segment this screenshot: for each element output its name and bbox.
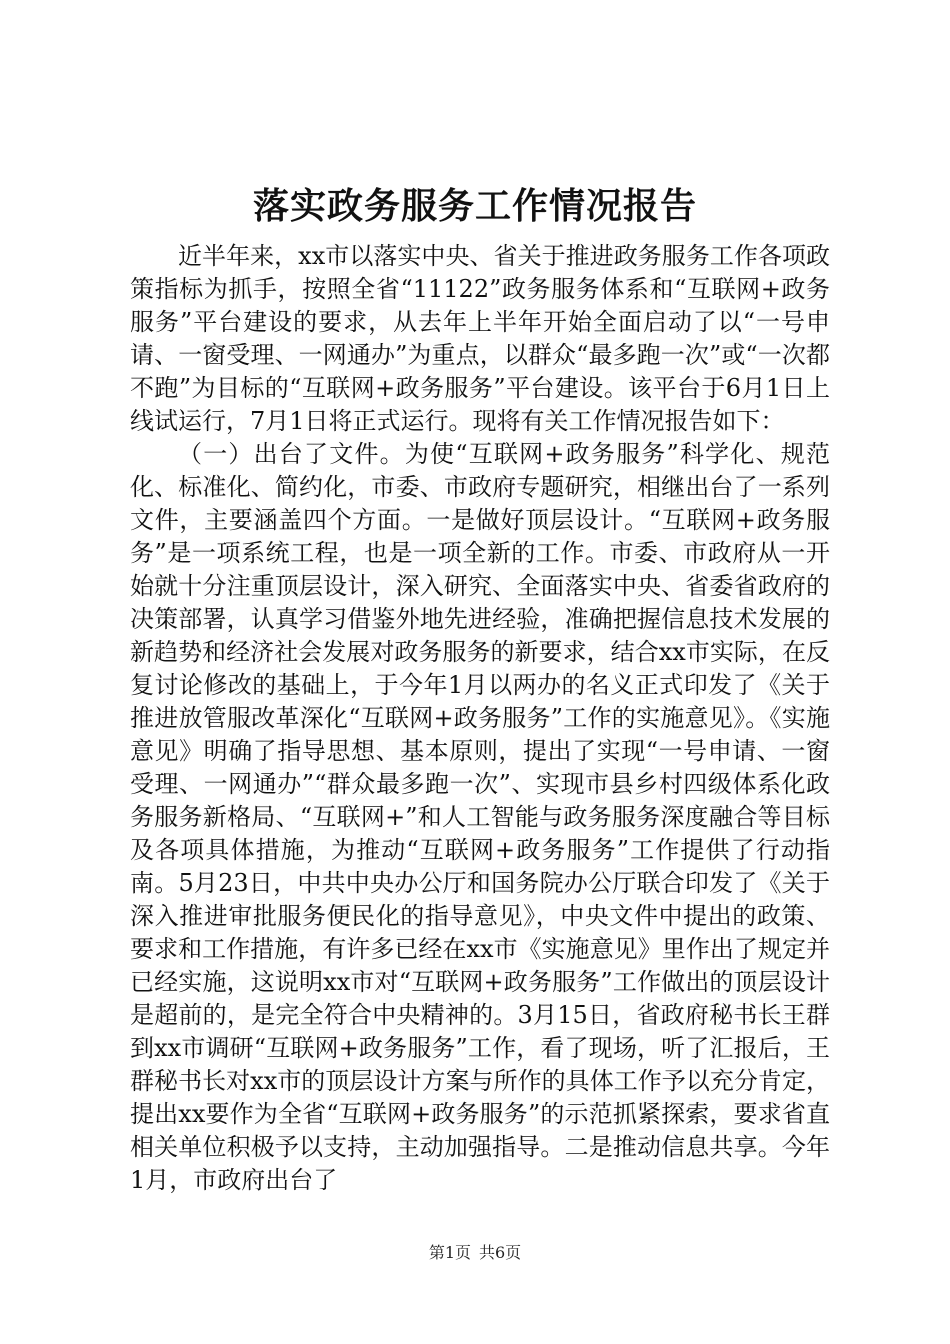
page-total: 共6页 — [479, 1243, 522, 1262]
page-footer — [0, 1242, 950, 1264]
page-number: 第1页 — [428, 1243, 471, 1262]
document-body — [130, 240, 830, 1197]
document-title: 落实政务服务工作情况报告 — [252, 185, 697, 227]
paragraph-intro: 近半年来，xx市以落实中央、省关于推进政务服务工作各项政策指标为抓手，按照全省“11122”政务服务体系和“互联网+政务服务”平台建设的要求，从去年上半年开始全面启动了以“一号申请、一窗受理、一网通办”为重点，以群众“最多跑一次”或“一次都不跑”为目标的“互联网+政务服务”平台建设。该平台于6月1日上线试运行，7月1日将正式运行。现将有关工作情况报告如下： — [130, 242, 830, 435]
paragraph-section-1: （一）出台了文件。为使“互联网+政务服务”科学化、规范化、标准化、简约化，市委、市政府专题研究，相继出台了一系列文件，主要涵盖四个方面。一是做好顶层设计。“互联网+政务服务”是一项系统工程，也是一项全新的工作。市委、市政府从一开始就十分注重顶层设计，深入研究、全面落实中央、省委省政府的决策部署，认真学习借鉴外地先进经验，准确把握信息技术发展的新趋势和经济社会发展对政务服务的新要求，结合xx市实际，在反复讨论修改的基础上，于今年1月以两办的名义正式印发了《关于推进放管服改革深化“互联网+政务服务”工作的实施意见》。《实施意见》明确了指导思想、基本原则，提出了实现“一号申请、一窗受理、一网通办”“群众最多跑一次”、实现市县乡村四级体系化政务服务新格局、“互联网+”和人工智能与政务服务深度融合等目标及各项具体措施，为推动“互联网+政务服务”工作提供了行动指南。5月23日，中共中央办公厅和国务院办公厅联合印发了《关于深入推进审批服务便民化的指导意见》，中央文件中提出的政策、要求和工作措施，有许多已经在xx市《实施意见》里作出了规定并已经实施，这说明xx市对“互联网+政务服务”工作做出的顶层设计是超前的，是完全符合中央精神的。3月15日，省政府秘书长王群到xx市调研“互联网+政务服务”工作，看了现场，听了汇报后，王群秘书长对xx市的顶层设计方案与所作的具体工作予以充分肯定，提出xx要作为全省“互联网+政务服务”的示范抓紧探索，要求省直相关单位积极予以支持，主动加强指导。二是推动信息共享。今年1月，市政府出台了 — [130, 440, 830, 1194]
